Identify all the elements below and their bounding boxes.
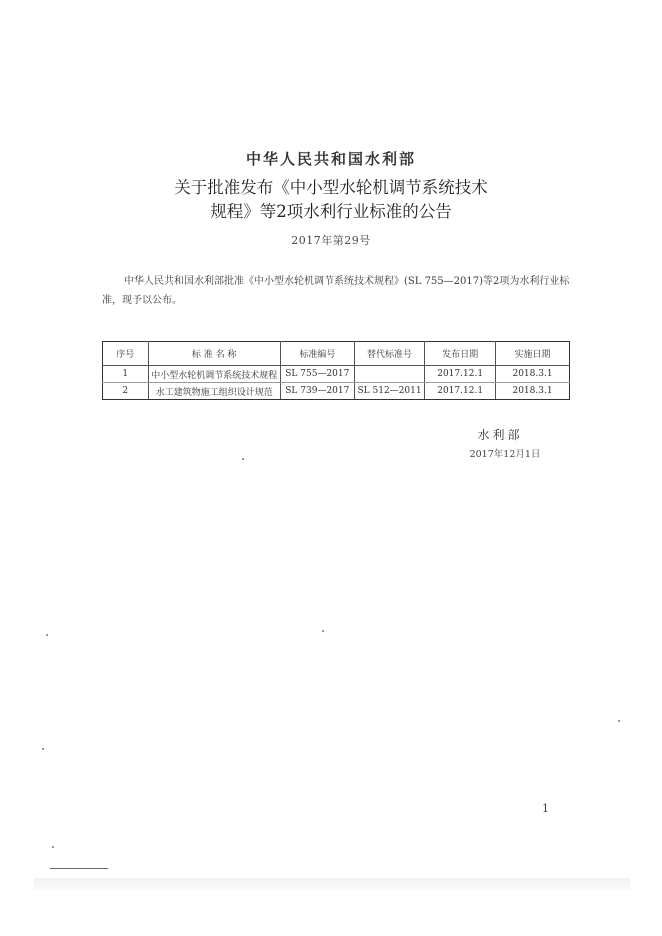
announcement-title [0, 176, 662, 224]
cell-standard-code: SL 739—2017 [280, 383, 354, 400]
page-number: 1 [542, 802, 549, 815]
scan-shadow [34, 878, 630, 890]
header-standard-code: 标准编号 [280, 342, 354, 366]
cell-publish-date: 2017.12.1 [425, 383, 496, 400]
table-header-row [103, 342, 570, 366]
scan-speck [52, 846, 54, 848]
cell-serial: 2 [103, 383, 149, 400]
header-effective-date: 实施日期 [496, 342, 570, 366]
standards-table [102, 341, 570, 400]
title-line-1: 关于批准发布《中小型水轮机调节系统技术 [174, 178, 488, 197]
cell-replaced-code: SL 512—2011 [354, 383, 424, 400]
cell-standard-name: 中小型水轮机调节系统技术规程 [148, 366, 280, 383]
footer-rule [50, 868, 108, 869]
issue-date: 2017年12月1日 [469, 449, 541, 460]
issuer-signature: 水利部 [477, 428, 523, 442]
document-number: 2017年第29号 [291, 234, 371, 247]
cell-effective-date: 2018.3.1 [496, 383, 570, 400]
cell-replaced-code [354, 366, 424, 383]
scan-speck [46, 634, 48, 636]
cell-standard-code: SL 755—2017 [280, 366, 354, 383]
scan-speck [42, 748, 44, 750]
header-replaced-code: 替代标准号 [354, 342, 424, 366]
title-line-2: 规程》等2项水利行业标准的公告 [210, 202, 452, 221]
table-row [103, 366, 570, 383]
issuing-ministry: 中华人民共和国水利部 [245, 150, 416, 168]
table-row [103, 383, 570, 400]
body-paragraph: 中华人民共和国水利部批准《中小型水轮机调节系统技术规程》(SL 755—2017)等2项为水利行业标准，现予以公布。 [102, 276, 570, 306]
cell-publish-date: 2017.12.1 [425, 366, 496, 383]
scan-speck [618, 720, 620, 722]
cell-standard-name: 水工建筑物施工组织设计规范 [148, 383, 280, 400]
header-publish-date: 发布日期 [425, 342, 496, 366]
header-standard-name: 标 准 名 称 [148, 342, 280, 366]
cell-serial: 1 [103, 366, 149, 383]
scan-speck [322, 630, 324, 632]
cell-effective-date: 2018.3.1 [496, 366, 570, 383]
scan-speck [242, 458, 244, 460]
header-serial: 序号 [103, 342, 149, 366]
